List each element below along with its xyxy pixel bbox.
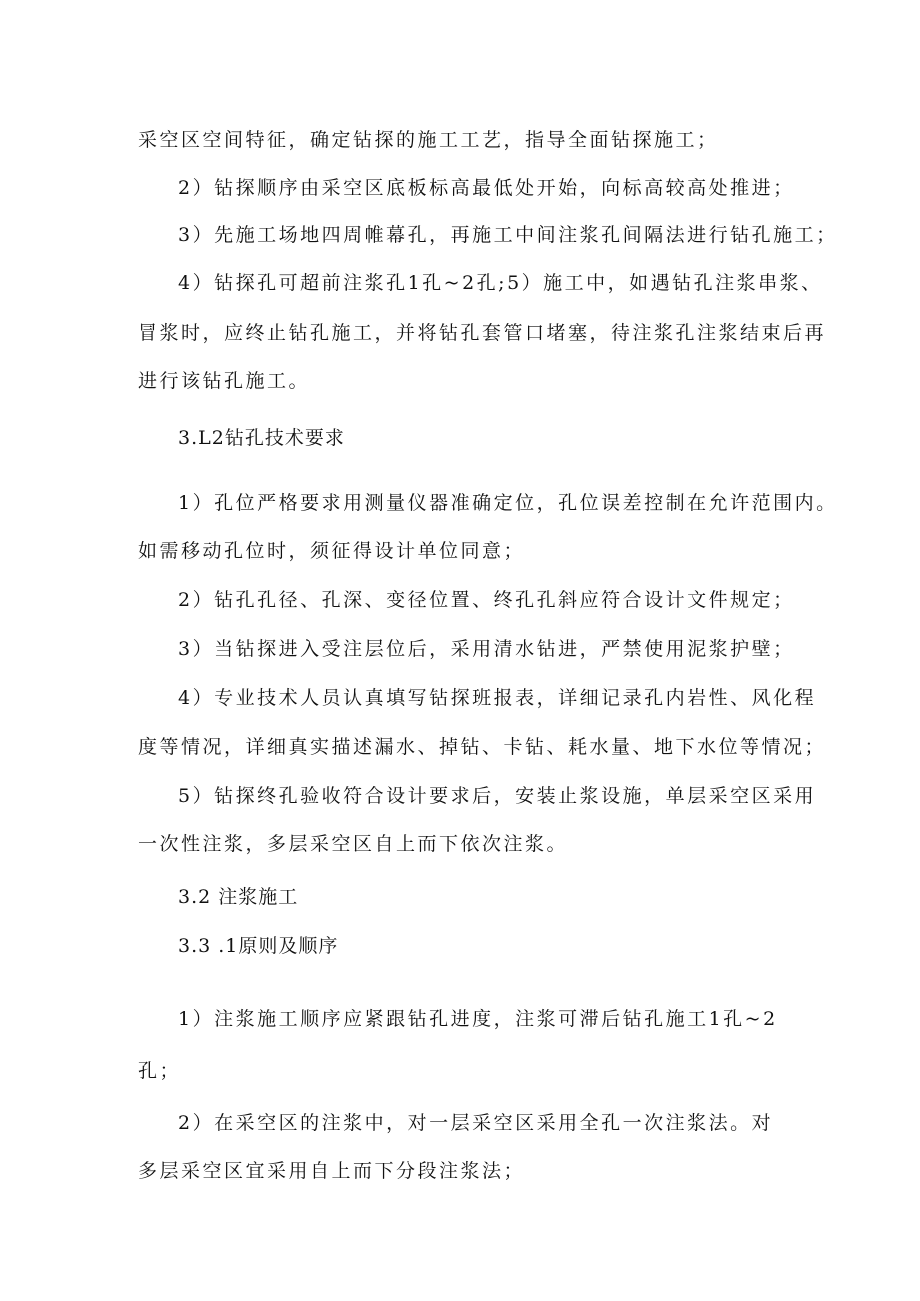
paragraph-line: 孔； xyxy=(138,1060,182,1082)
paragraph-line: 2）钻探顺序由采空区底板标高最低处开始，向标高较高处推进； xyxy=(178,177,795,199)
section-heading: 3.L2钻孔技术要求 xyxy=(178,427,345,449)
paragraph-line: 3）当钻探进入受注层位后，采用清水钻进，严禁使用泥浆护壁； xyxy=(178,638,795,660)
paragraph-line: 冒浆时，应终止钻孔施工，并将钻孔套管口堵塞，待注浆孔注浆结束后再 xyxy=(138,322,827,344)
section-heading: 3.3 .1原则及顺序 xyxy=(178,935,339,957)
paragraph-line: 1）注浆施工顺序应紧跟钻孔进度，注浆可滞后钻孔施工1孔~2 xyxy=(178,1008,778,1030)
paragraph-line: 进行该钻孔施工。 xyxy=(138,370,311,392)
paragraph-line: 2）钻孔孔径、孔深、变径位置、终孔孔斜应符合设计文件规定； xyxy=(178,589,795,611)
paragraph-line: 度等情况，详细真实描述漏水、掉钻、卡钻、耗水量、地下水位等情况； xyxy=(138,736,827,758)
paragraph-line: 采空区空间特征，确定钻探的施工工艺，指导全面钻探施工； xyxy=(138,129,719,151)
paragraph-line: 4）钻探孔可超前注浆孔1孔~2孔;5）施工中，如遇钻孔注浆串浆、 xyxy=(178,272,823,294)
paragraph-line: 2）在采空区的注浆中，对一层采空区采用全孔一次注浆法。对 xyxy=(178,1112,774,1134)
paragraph-line: 多层采空区宜采用自上而下分段注浆法； xyxy=(138,1160,526,1182)
paragraph-line: 4）专业技术人员认真填写钻探班报表，详细记录孔内岩性、风化程 xyxy=(178,687,817,709)
paragraph-line: 3）先施工场地四周帷幕孔，再施工中间注浆孔间隔法进行钻孔施工； xyxy=(178,224,838,246)
paragraph-line: 5）钻探终孔验收符合设计要求后，安装止浆设施，单层采空区采用 xyxy=(178,785,817,807)
paragraph-line: 如需移动孔位时，须征得设计单位同意； xyxy=(138,540,526,562)
paragraph-line: 一次性注浆，多层采空区自上而下依次注浆。 xyxy=(138,833,569,855)
section-heading: 3.2 注浆施工 xyxy=(178,886,299,908)
paragraph-line: 1）孔位严格要求用测量仪器准确定位，孔位误差控制在允许范围内。 xyxy=(178,492,838,514)
